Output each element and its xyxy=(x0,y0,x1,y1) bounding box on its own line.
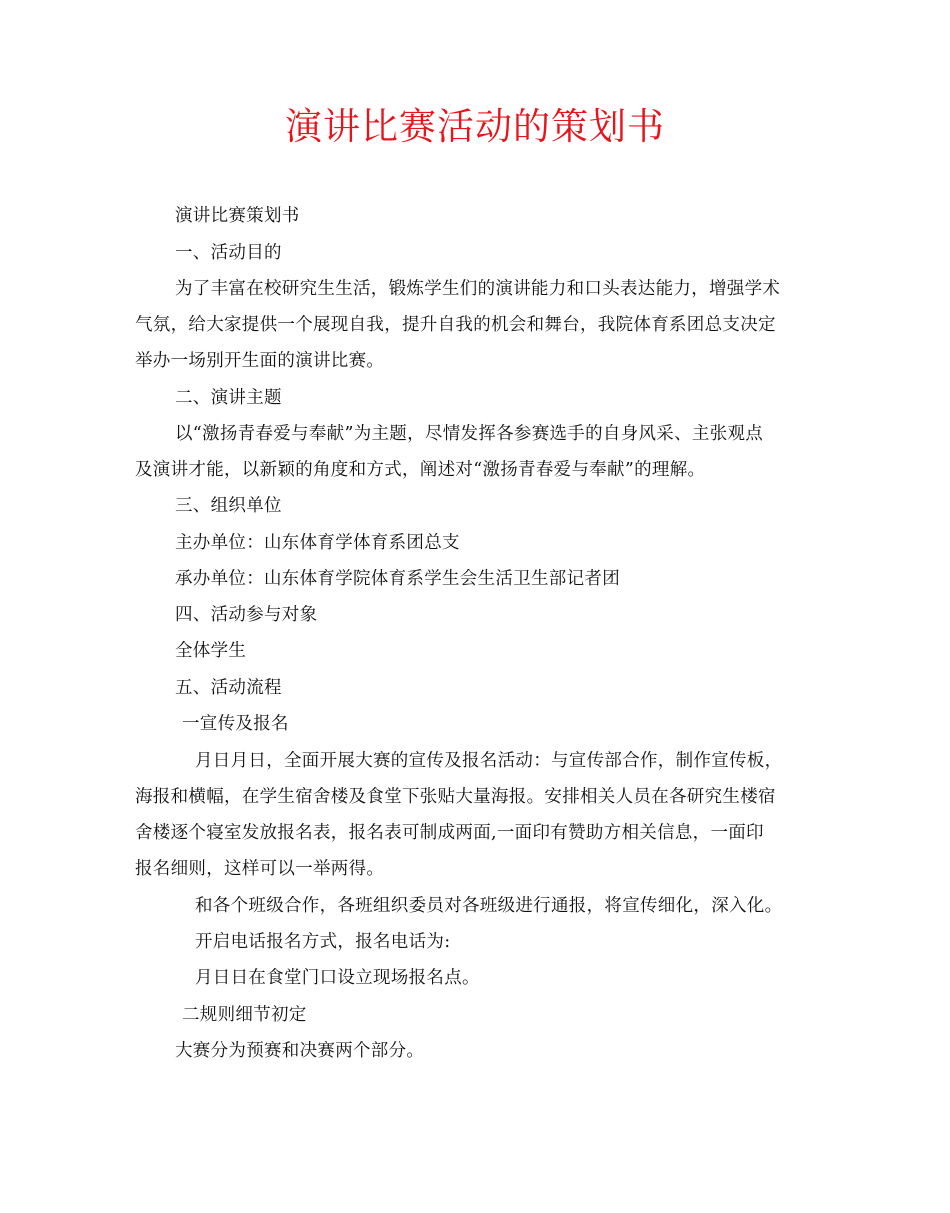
paragraph-purpose-line-1: 为了丰富在校研究生生活，锻炼学生们的演讲能力和口头表达能力，增强学术 xyxy=(175,279,781,299)
section-heading-organizers: 三、组织单位 xyxy=(175,496,282,516)
paragraph-participants: 全体学生 xyxy=(175,641,247,661)
paragraph-promotion-line-2: 海报和横幅，在学生宿舍楼及食堂下张贴大量海报。安排相关人员在各研究生楼宿 xyxy=(135,787,776,807)
paragraph-promotion-line-3: 舍楼逐个寝室发放报名表，报名表可制成两面,一面印有赞助方相关信息，一面印 xyxy=(135,823,764,843)
paragraph-subtitle: 演讲比赛策划书 xyxy=(175,206,300,226)
paragraph-purpose-line-2: 气氛，给大家提供一个展现自我，提升自我的机会和舞台，我院体育系团总支决定 xyxy=(135,315,776,335)
document-title: 演讲比赛活动的策划书 xyxy=(285,105,665,148)
paragraph-class-cooperation: 和各个班级合作，各班组织委员对各班级进行通报，将宣传细化，深入化。 xyxy=(195,896,783,916)
paragraph-promotion-line-1: 月日月日，全面开展大赛的宣传及报名活动：与宣传部合作，制作宣传板， xyxy=(195,751,783,771)
paragraph-onsite-registration: 月日日在食堂门口设立现场报名点。 xyxy=(195,968,480,988)
paragraph-co-host: 承办单位：山东体育学院体育系学生会生活卫生部记者团 xyxy=(175,569,620,589)
paragraph-rules: 大赛分为预赛和决赛两个部分。 xyxy=(175,1041,425,1061)
section-heading-participants: 四、活动参与对象 xyxy=(175,605,318,625)
paragraph-phone-registration: 开启电话报名方式，报名电话为: xyxy=(195,932,451,952)
section-heading-theme: 二、演讲主题 xyxy=(175,388,282,408)
section-heading-purpose: 一、活动目的 xyxy=(175,243,282,263)
subsection-heading-promotion: 一宣传及报名 xyxy=(182,714,289,734)
subsection-heading-rules: 二规则细节初定 xyxy=(182,1005,307,1025)
paragraph-theme-line-2: 及演讲才能，以新颖的角度和方式，阐述对“激扬青春爱与奉献”的理解。 xyxy=(135,460,706,480)
paragraph-promotion-line-4: 报名细则，这样可以一举两得。 xyxy=(135,859,385,879)
paragraph-purpose-line-3: 举办一场别开生面的演讲比赛。 xyxy=(135,351,385,371)
paragraph-theme-line-1: 以“激扬青春爱与奉献”为主题，尽情发挥各参赛选手的自身风采、主张观点 xyxy=(175,424,764,444)
paragraph-host: 主办单位：山东体育学体育系团总支 xyxy=(175,533,460,553)
section-heading-process: 五、活动流程 xyxy=(175,678,282,698)
